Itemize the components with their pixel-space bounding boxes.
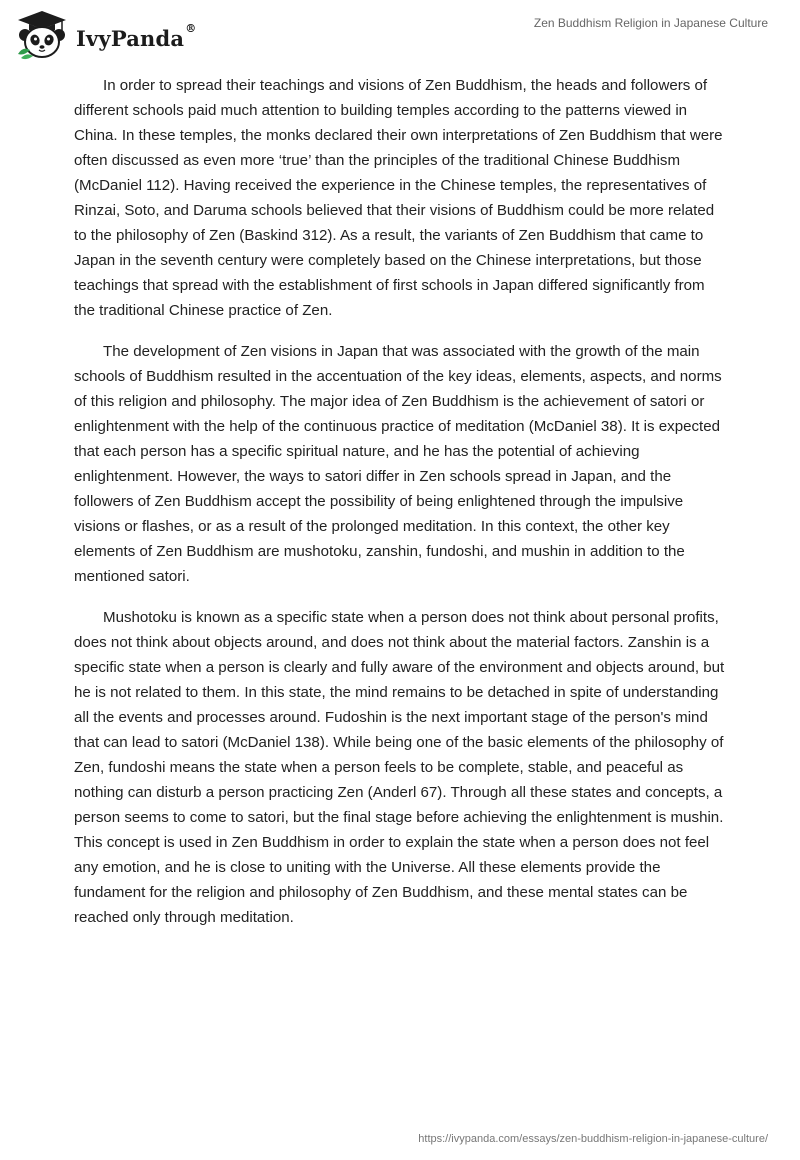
registered-mark: ® bbox=[185, 21, 197, 35]
brand-name bbox=[76, 21, 197, 51]
brand-name-text: IvyPanda bbox=[76, 25, 185, 51]
page-header bbox=[0, 0, 800, 70]
source-url[interactable]: https://ivypanda.com/essays/zen-buddhism-religion-in-japanese-culture/ bbox=[418, 1133, 768, 1145]
essay-body bbox=[74, 73, 726, 946]
document-title: Zen Buddhism Religion in Japanese Culture bbox=[533, 16, 768, 30]
paragraph: Mushotoku is known as a specific state when a person does not think about personal profits, does not think about objects around, and does not think about the material factors. Zanshin is a specific state when a person is clearly and fully aware of the environment and objects around, but he is not related to them. In this state, the mind remains to be detached in spite of understanding all the events and processes around. Fudoshin is the next important stage of the person's mind that can lead to satori (McDaniel 138). While being one of the basic elements of the philosophy of Zen, fundoshi means the state when a person feels to be complete, stable, and peaceful as nothing can disturb a person practicing Zen (Anderl 67). Through all these states and concepts, a person seems to come to satori, but the final stage before achieving the enlightenment is mushin. This concept is used in Zen Buddhism in order to explain the state when a person does not feel any emotion, and he is close to uniting with the Universe. All these elements provide the fundament for the religion and philosophy of Zen Buddhism, and these mental states can be reached only through meditation. bbox=[74, 609, 725, 926]
paragraph: The development of Zen visions in Japan that was associated with the growth of the main schools of Buddhism resulted in the accentuation of the key ideas, elements, aspects, and norms of this religion and philosophy. The major idea of Zen Buddhism is the achievement of satori or enlightenment with the help of the continuous practice of meditation (McDaniel 38). It is expected that each person has a specific spiritual nature, and he has the potential of achieving enlightenment. However, the ways to satori differ in Zen schools spread in Japan, and the followers of Zen Buddhism accept the possibility of being enlightened through the impulsive visions or flashes, or as a result of the prolonged meditation. In this context, the other key elements of Zen Buddhism are mushotoku, zanshin, fundoshi, and mushin in addition to the mentioned satori. bbox=[74, 343, 722, 585]
paragraph: In order to spread their teachings and visions of Zen Buddhism, the heads and followers of different schools paid much attention to building temples according to the patterns viewed in China. In these temples, the monks declared their own interpretations of Zen Buddhism that were often discussed as even more ‘true’ than the principles of the traditional Chinese Buddhism (McDaniel 112). Having received the experience in the Chinese temples, the representatives of Rinzai, Soto, and Daruma schools believed that their visions of Buddhism could be more related to the philosophy of Zen (Baskind 312). As a result, the variants of Zen Buddhism that came to Japan in the seventh century were completely based on the Chinese interpretations, but those teachings that spread with the establishment of first schools in Japan differed significantly from the traditional Chinese practice of Zen. bbox=[74, 77, 723, 319]
panda-graduate-logo-icon bbox=[14, 8, 70, 60]
ivypanda-logo[interactable] bbox=[14, 8, 196, 60]
